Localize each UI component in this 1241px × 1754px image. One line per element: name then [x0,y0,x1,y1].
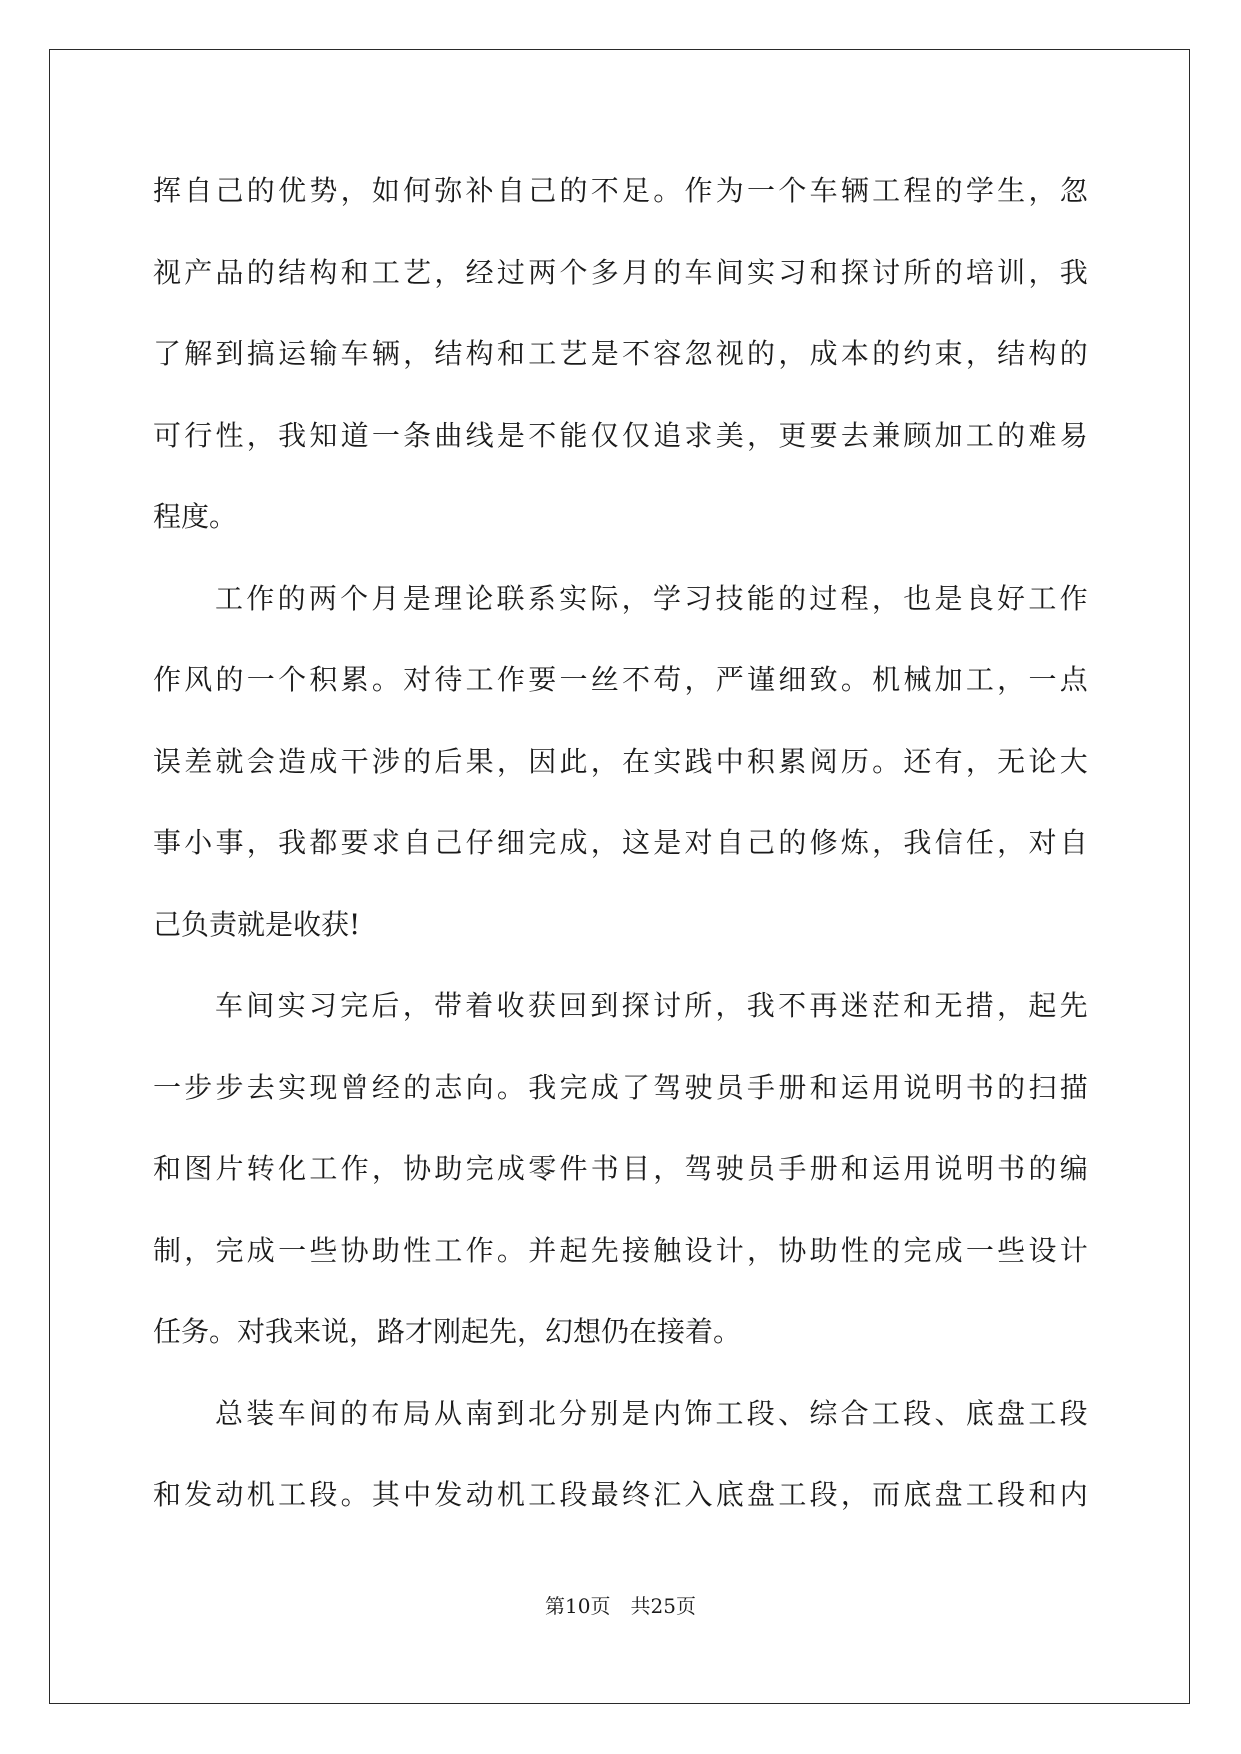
text-line: 一 步 步 去 实 现 曾 经 的 志 向 。 我 完 成 了 驾 驶 员 手 册 和 运 用 说 明 书 的 扫 描 [153,1070,1088,1104]
text-line: 视 产 品 的 结 构 和 工 艺 ， 经 过 两 个 多 月 的 车 间 实 习 和 探 讨 所 的 培 训 ， 我 [153,255,1088,289]
text-line: 挥 自 己 的 优 势 ， 如 何 弥 补 自 己 的 不 足 。 作 为 一 个 车 辆 工 程 的 学 生 ， 忽 [153,174,1088,207]
text-line: 制 ， 完 成 一 些 协 助 性 工 作 。 并 起 先 接 触 设 计 ， 协 助 性 的 完 成 一 些 设 计 [153,1233,1088,1267]
text-line: 和 图 片 转 化 工 作 ， 协 助 完 成 零 件 书 目 ， 驾 驶 员 手 册 和 运 用 说 明 书 的 编 [153,1152,1088,1185]
text-line: 己负责就是收获! [153,907,361,941]
document-body [153,150,1088,1536]
page-footer [0,1590,1241,1619]
text-line: 任务。对我来说，路才刚起先，幻想仍在接着。 [153,1315,742,1348]
text-line: 程度。 [153,500,238,533]
text-line: 车 间 实 习 完 后 ， 带 着 收 获 回 到 探 讨 所 ， 我 不 再 迷 茫 和 无 措 ， 起 先 [215,989,1088,1022]
page-number-current: 第10页 [545,1594,611,1618]
text-line: 误 差 就 会 造 成 干 涉 的 后 果 ， 因 此 ， 在 实 践 中 积 累 阅 历 。 还 有 ， 无 论 大 [153,744,1088,778]
page-number-total: 共25页 [630,1594,696,1618]
text-line: 总 装 车 间 的 布 局 从 南 到 北 分 别 是 内 饰 工 段 、 综 合 工 段 、 底 盘 工 段 [215,1396,1088,1430]
text-line: 作 风 的 一 个 积 累 。 对 待 工 作 要 一 丝 不 苟 ， 严 谨 细 致 。 机 械 加 工 ， 一 点 [153,663,1088,696]
text-line: 工 作 的 两 个 月 是 理 论 联 系 实 际 ， 学 习 技 能 的 过 程 ， 也 是 良 好 工 作 [215,581,1088,615]
text-line: 可 行 性 ， 我 知 道 一 条 曲 线 是 不 能 仅 仅 追 求 美 ， 更 要 去 兼 顾 加 工 的 难 易 [153,418,1088,452]
text-line: 了 解 到 搞 运 输 车 辆 ， 结 构 和 工 艺 是 不 容 忽 视 的 ， 成 本 的 约 束 ， 结 构 的 [153,337,1088,370]
text-line: 事 小 事 ， 我 都 要 求 自 己 仔 细 完 成 ， 这 是 对 自 己 的 修 炼 ， 我 信 任 ， 对 自 [153,826,1088,859]
text-line: 和 发 动 机 工 段 。 其 中 发 动 机 工 段 最 终 汇 入 底 盘 工 段 ， 而 底 盘 工 段 和 内 [153,1478,1088,1511]
